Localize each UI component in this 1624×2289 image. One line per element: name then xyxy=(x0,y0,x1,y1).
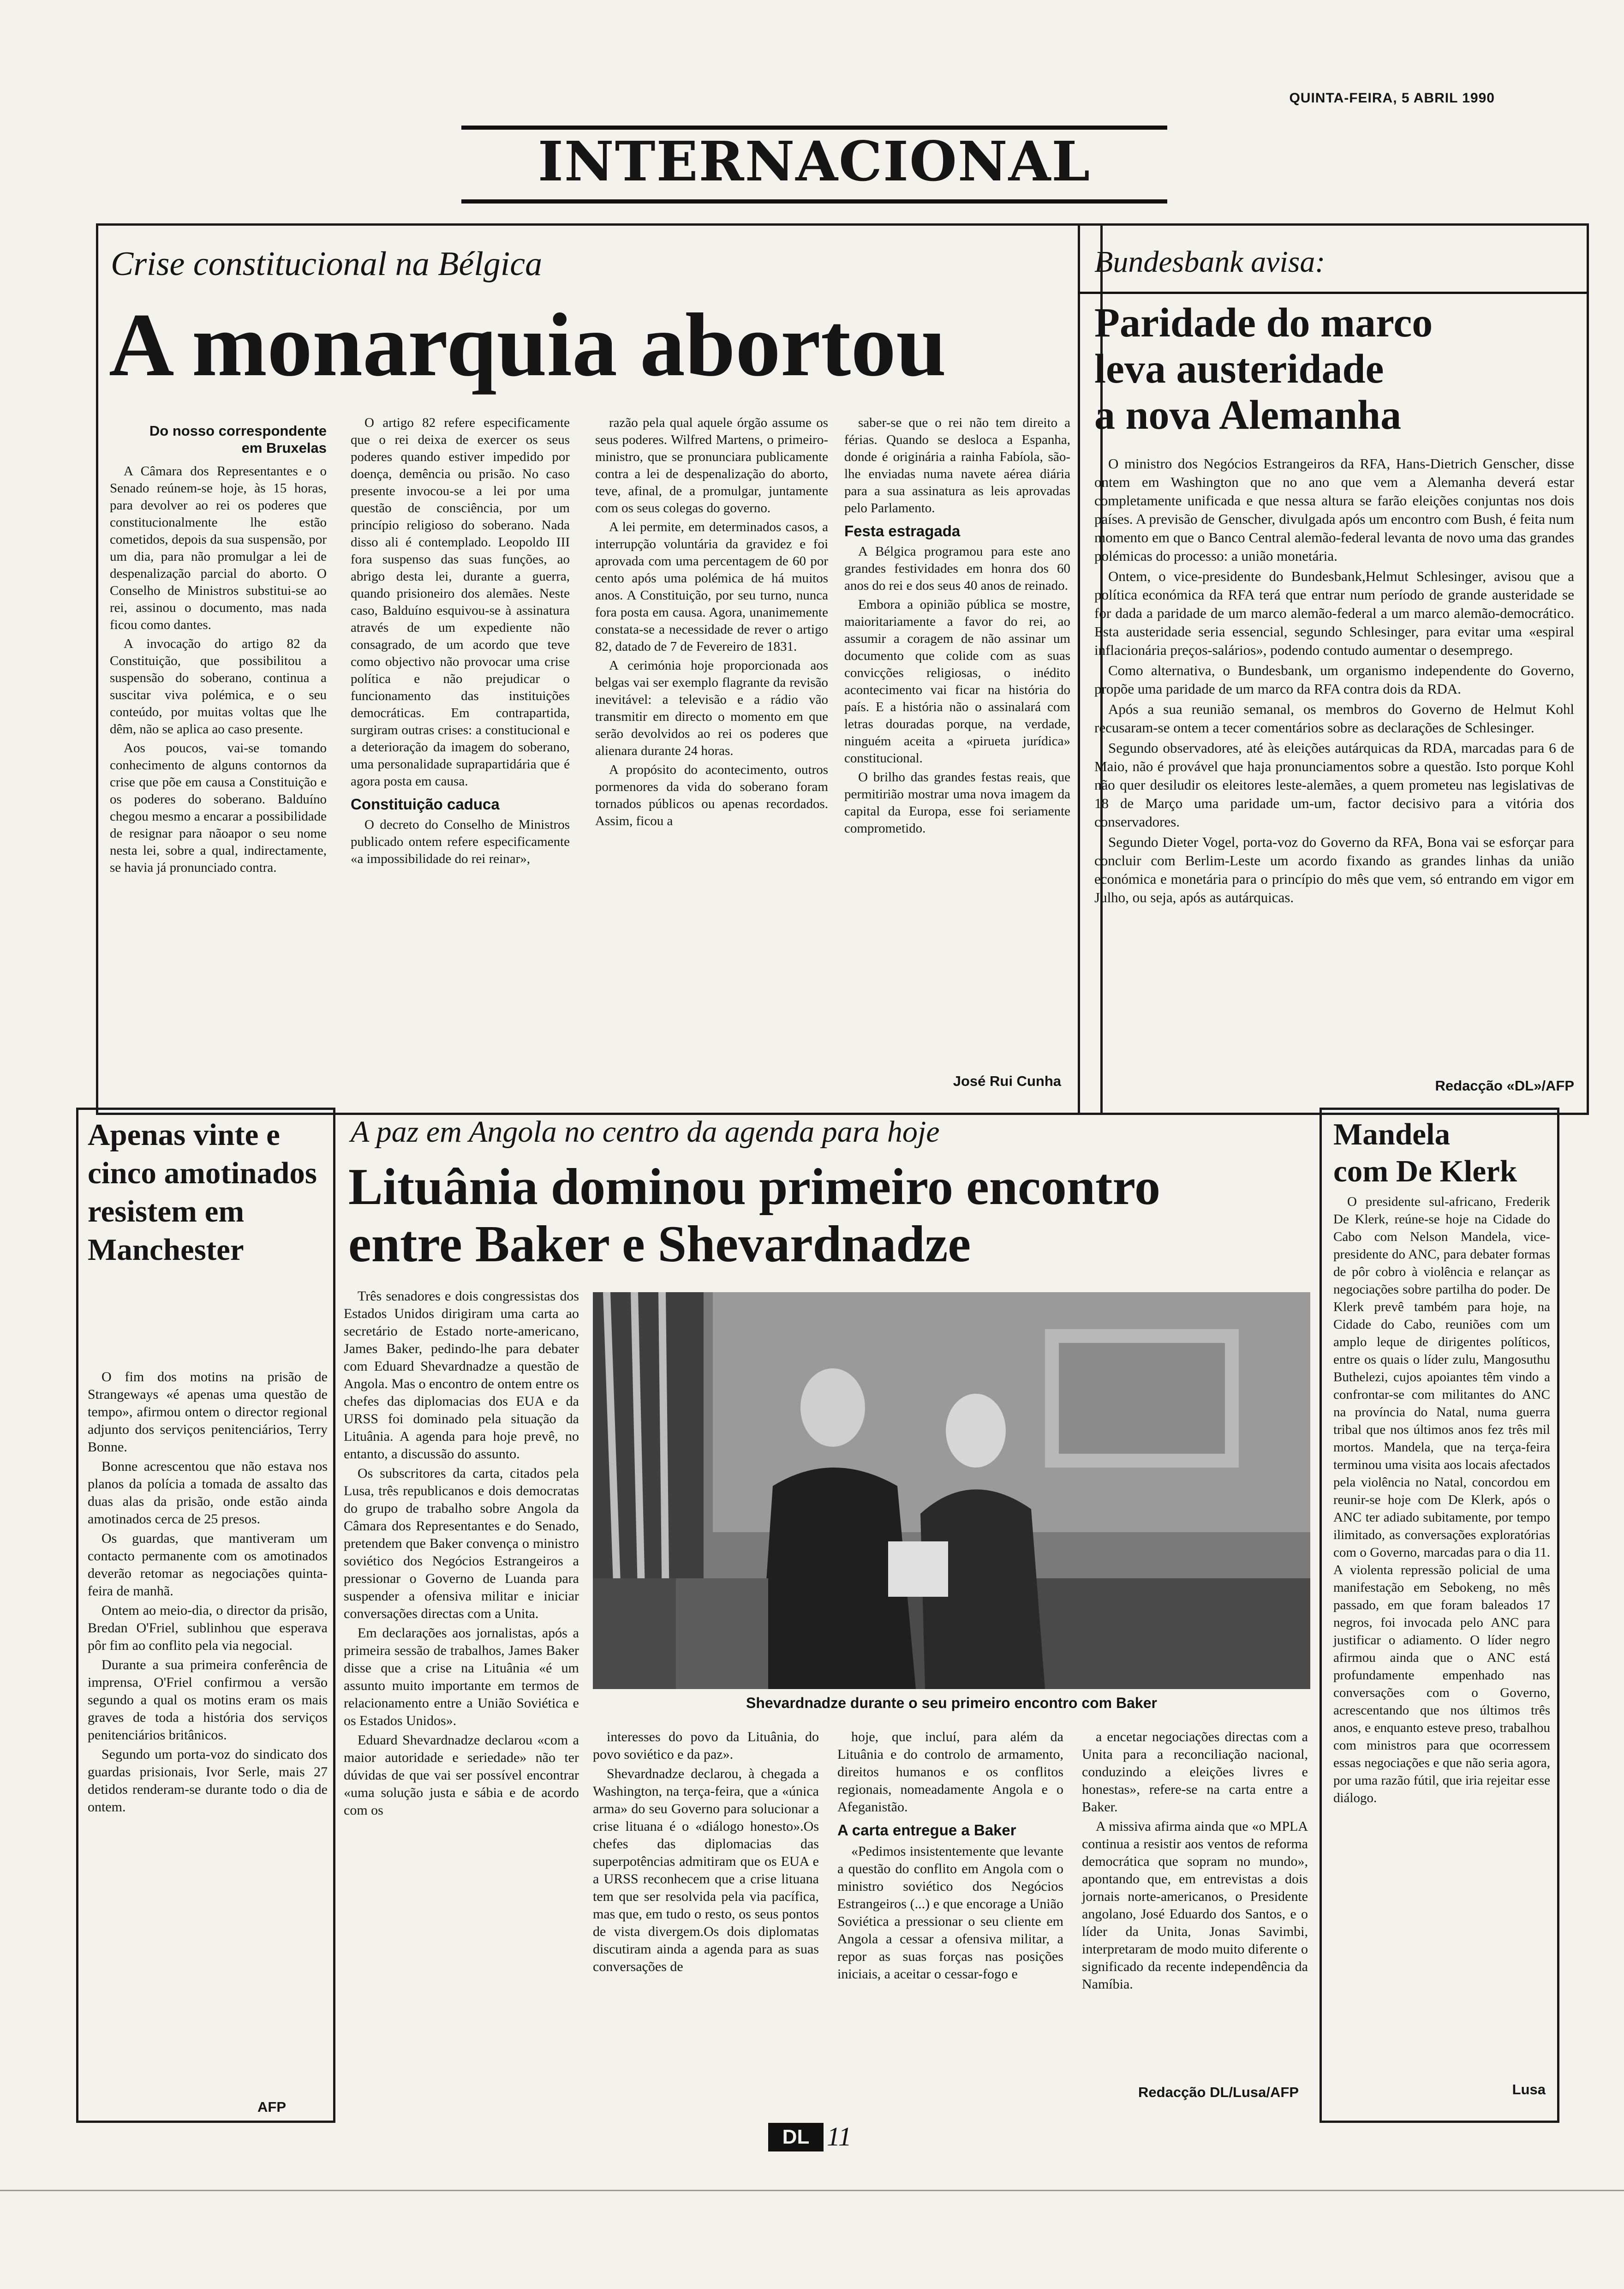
paragraph: hoje, que incluí, para além da Lituânia e do controlo de armamento, direitos humanos e os conflitos regionais, nomeadamente Angola e o Afeganistão. xyxy=(837,1729,1063,1815)
paragraph: Aos poucos, vai-se tomando conhecimento de alguns contornos da crise que põe em causa a Constituição e os poderes do soberano. Balduíno chegou mesmo a encarar a possibilidade de resignar para nãoapor o seu nome nesta lei, sobre a qual, indirectamente, se havia já pronunciado contra. xyxy=(110,741,327,875)
manchester-signature: AFP xyxy=(257,2099,286,2115)
subheading: Festa estragada xyxy=(844,522,961,539)
paragraph: Os guardas, que mantiveram um contacto permanente com os amotinados deverão retomar as negociações quinta-feira de manhã. xyxy=(88,1531,328,1599)
belgium-column-2 xyxy=(351,414,570,1107)
paragraph: Três senadores e dois congressistas dos Estados Unidos dirigiram uma carta ao secretário de Estado norte-americano, James Baker, pedindo-lhe para debater com Eduard Shevardnadze a questão de Angola. Mas o encontro de ontem entre os chefes das diplomacias dos EUA e da URSS foi dominado pela situação da Lituânia. A agenda para hoje prevê, no entanto, a discussão do assunto. xyxy=(344,1288,579,1462)
section-title: INTERNACIONAL xyxy=(537,129,1091,193)
manchester-headline: Apenas vinte e cinco amotinados resistem em Manchester xyxy=(88,1118,317,1267)
belgium-headline: A monarquia abortou xyxy=(109,295,947,395)
paragraph: Segundo um porta-voz do sindicato dos guardas prisionais, Ivor Serle, mais 27 detidos renderam-se durante todo o dia de ontem. xyxy=(88,1747,328,1815)
paragraph: O artigo 82 refere especificamente que o rei deixa de exercer os seus poderes quando estiver impedido por doença, demência ou prisão. No caso presente invocou-se a lei por uma questão de consciência, por um princípio religioso do soberano. Nada disso ali é contemplado. Leopoldo III fora suspenso das suas funções, ao abrigo desta lei, durante a guerra, quando prisioneiro dos alemães. Neste caso, Balduíno esquivou-se à assinatura através de um expediente não consagrado, de um acordo que teve como objectivo não provocar uma crise política e não prejudicar o funcionamento das instituições democráticas. Em contrapartida, surgiram outras crises: a constitucional e a deterioração da imagem do soberano, uma personalidade suprapartidária que é agora posta em causa. xyxy=(351,415,570,789)
belgium-column-3 xyxy=(595,414,828,1107)
paragraph: Segundo observadores, até às eleições autárquicas da RDA, marcadas para 6 de Maio, não é provável que haja pronunciamentos sobre a questão. Isto porque Kohl não quer desiludir os eleitores leste-alemães, a quem prometeu nas legislativas de 18 de Março uma paridade um-um, factor decisivo para a vitória dos conservadores. xyxy=(1094,740,1574,830)
bundesbank-kicker-rule xyxy=(1078,292,1589,294)
subheading: Constituição caduca xyxy=(351,796,500,813)
paragraph: Eduard Shevardnadze declarou «com a maior autoridade e seriedade» não ter dúvidas de que vai ser possível encontrar «uma solução justa e sábia e de acordo com os xyxy=(344,1732,579,1818)
lithuania-column-1 xyxy=(344,1288,579,2100)
mandela-signature: Lusa xyxy=(1512,2081,1546,2097)
lithuania-headline xyxy=(348,1158,1317,1273)
lithuania-signature: Redacção DL/Lusa/AFP xyxy=(1138,2084,1299,2100)
paragraph: razão pela qual aquele órgão assume os seus poderes. Wilfred Martens, o primeiro-ministro, que se pronunciara publicamente contra a lei de despenalização do aborto, teve, afinal, de a promulgar, juntamente com os seus colegas do governo. xyxy=(595,415,828,515)
byline-line-2: em Bruxelas xyxy=(241,440,327,456)
paragraph: Durante a sua primeira conferência de imprensa, O'Friel confirmou a versão segundo a qual os motins eram os mais graves de toda a história dos serviços penitenciários britânicos. xyxy=(88,1657,328,1743)
paragraph: A invocação do artigo 82 da Constituição, que possibilitou a suspensão do soberano, continua a suscitar viva polémica, e o seu conteúdo, por muitas voltas que lhe dêm, não se aplica ao caso presente. xyxy=(110,636,327,737)
belgium-column-4 xyxy=(844,414,1070,1107)
paragraph: A missiva afirma ainda que «o MPLA continua a resistir aos ventos de reforma democrática que sopram no mundo», apontando que, em entrevistas a dois jornais norte-americanos, o Presidente angolano, José Eduardo dos Santos, e o líder da Unita, Jonas Savimbi, interpretaram de modo muito diferente o significado da recente independência da Namíbia. xyxy=(1082,1819,1308,1992)
byline-line-1: Do nosso correspondente xyxy=(149,423,327,439)
paragraph: Bonne acrescentou que não estava nos planos da polícia a tomada de assalto das duas alas da prisão, onde estão ainda amotinados cerca de 25 presos. xyxy=(88,1459,328,1527)
headline-line: com De Klerk xyxy=(1333,1154,1517,1188)
headline-line: Lituânia dominou primeiro encontro xyxy=(348,1158,1161,1216)
paragraph: A propósito do acontecimento, outros pormenores da vida do soberano foram tornados públicos ou apenas recordados. Assim, ficou a xyxy=(595,762,828,828)
paragraph: «Pedimos insistentemente que levante a questão do conflito em Angola com o ministro soviético dos Negócios Estrangeiros (...) e que encorage a União Soviética a pressionar o seu cliente em Angola a cessar a ofensiva militar, a repor as suas forças nas posições iniciais, a aceitar o cessar-fogo e xyxy=(837,1844,1063,1982)
paragraph: a encetar negociações directas com a Unita para a reconciliação nacional, conduzindo a eleições livres e honestas», refere-se na carta entre a Baker. xyxy=(1082,1729,1308,1815)
paragraph: O presidente sul-africano, Frederik De Klerk, reúne-se hoje na Cidade do Cabo com Nelson Mandela, vice-presidente do ANC, para debater formas de pôr cobro à violência e relançar as negociações sobre partilha do poder. De Klerk prevê também para hoje, na Cidade do Cabo, reuniões com um amplo leque de dirigentes políticos, entre os quais o líder zulu, Mangosuthu Buthelezi, cujos apoiantes têm vindo a confrontar-se com militantes do ANC na província do Natal, numa guerra tribal que nos últimos anos fez três mil mortos. Mandela, que na terça-feira terminou uma visita aos locais afectados pela violência no Natal, concordou em reunir-se hoje com De Klerk, após o ANC ter adiado subitamente, por tempo ilimitado, as conversações exploratórias com o Governo, marcadas para o dia 11. A violenta repressão policial de uma manifestação em Sebokeng, no mês passado, em que foram baleados 17 negros, foi invocada pelo ANC para justificar o adiamento. O líder negro afirmou ainda que o ANC está profundamente empenhado nas conversações com o Governo, acrescentando que nos últimos três anos, e enquanto esteve preso, trabalhou com ministros para que ocorressem essas negociações e que não seria agora, por uma razão fútil, que iria rejeitar esse diálogo. xyxy=(1333,1194,1550,1805)
paragraph: Após a sua reunião semanal, os membros do Governo de Helmut Kohl recusaram-se ontem a tecer comentários sobre as declarações de Schlesinger. xyxy=(1094,701,1574,736)
paragraph: interesses do povo da Lituânia, do povo soviético e da paz». xyxy=(593,1729,819,1762)
paragraph: Segundo Dieter Vogel, porta-voz do Governo da RFA, Bona vai se esforçar para concluir com Berlim-Leste um acordo fixando as grandes linhas da união económica e monetária para o princípio do mês que vem, só entrando em vigor em Julho, ou seja, após as autárquicas. xyxy=(1094,834,1574,905)
paragraph: Embora a opinião pública se mostre, maioritariamente a favor do rei, ao assumir a coragem de não assinar um documento que colide com as suas convicções religiosas, o inédito acontecimento vai ficar na história do país. E a história não o assinalará com letras douradas porque, na verdade, ninguém aceita a «pirueta jurídica» constitucional. xyxy=(844,597,1070,766)
paragraph: A Câmara dos Representantes e o Senado reúnem-se hoje, às 15 horas, para devolver ao rei os poderes que constitucionalmente lhe estão cometidos, depois da sua suspensão, por um dia, para não promulgar a lei de despenalização parcial do aborto. O Conselho de Ministros substitui-se ao rei, assinou o documento, mas nada ficou como dantes. xyxy=(110,464,327,632)
bundesbank-kicker: Bundesbank avisa: xyxy=(1094,245,1325,279)
lithuania-kicker: A paz em Angola no centro da agenda para hoje xyxy=(351,1115,940,1149)
belgium-signature: José Rui Cunha xyxy=(953,1073,1061,1089)
bundesbank-headline xyxy=(1094,300,1574,438)
paragraph: O decreto do Conselho de Ministros publicado ontem refere especificamente «a impossibilidade do rei reinar», xyxy=(351,817,570,866)
mandela-headline xyxy=(1333,1116,1550,1190)
bottom-scan-edge xyxy=(0,2190,1624,2191)
bundesbank-body xyxy=(1094,455,1574,1073)
page-number: 11 xyxy=(827,2121,852,2151)
newspaper-logo: DL xyxy=(768,2123,824,2151)
paragraph: O ministro dos Negócios Estrangeiros da RFA, Hans-Dietrich Genscher, disse ontem em Washington que no ano que vem a Alemanha deverá estar completamente unificada e que nessa altura se farão eleições conjuntas nos dois países. A previsão de Genscher, divulgada após um encontro com Bush, é feita num momento em que o Banco Central alemão-federal levanta de novo uma das grandes polémicas do processo: a união monetária. xyxy=(1094,455,1574,564)
headline-line: entre Baker e Shevardnadze xyxy=(348,1216,971,1273)
headline-line: Mandela xyxy=(1333,1117,1451,1151)
belgium-kicker: Crise constitucional na Bélgica xyxy=(111,245,543,283)
paragraph: Como alternativa, o Bundesbank, um organismo independente do Governo, propõe uma paridade de um marco da RFA contra dois da RDA. xyxy=(1094,662,1574,697)
paragraph: O brilho das grandes festas reais, que permitirião mostrar uma nova imagem da capital da Europa, esse foi seriamente comprometido. xyxy=(844,770,1070,836)
section-rule-bottom xyxy=(461,199,1167,204)
manchester-body xyxy=(88,1368,328,2093)
bundesbank-signature: Redacção «DL»/AFP xyxy=(1435,1078,1574,1094)
photo-caption: Shevardnadze durante o seu primeiro encontro com Baker xyxy=(746,1695,1157,1711)
mandela-body xyxy=(1333,1193,1550,2079)
paragraph: Ontem, o vice-presidente do Bundesbank,Helmut Schlesinger, avisou que a política económica da RFA terá que entrar num período de grande austeridade se for dada a paridade de um marco alemão-federal a um marco alemão-democrático. Esta austeridade seria essencial, segundo Schlesinger, para evitar uma «espiral inflacionária preços-salários», podendo contudo aumentar o desemprego. xyxy=(1094,568,1574,658)
paragraph: Em declarações aos jornalistas, após a primeira sessão de trabalhos, James Baker disse que a crise na Lituânia «é um assunto muito importante em termos de relacionamento entre a União Soviética e os Estados Unidos». xyxy=(344,1625,579,1728)
paragraph: A Bélgica programou para este ano grandes festividades em honra dos 60 anos do rei e dos seus 40 anos de reinado. xyxy=(844,544,1070,593)
subheading: A carta entregue a Baker xyxy=(837,1822,1016,1839)
lithuania-column-4 xyxy=(1082,1728,1308,2079)
lithuania-column-3 xyxy=(837,1728,1063,2107)
paragraph: saber-se que o rei não tem direito a férias. Quando se desloca a Espanha, donde é originária a rainha Fabíola, são-lhe enviadas numa navete aérea diária para a sua assinatura as leis aprovadas pelo Parlamento. xyxy=(844,415,1070,515)
paragraph: Shevardnadze declarou, à chegada a Washington, na terça-feira, que a «única arma» do seu Governo para solucionar a crise lituana é o «diálogo honesto».Os chefes das diplomacias das superpotências admitiram que os EUA e a URSS reconhecem que a crise lituana tem que ser resolvida pela via pacífica, mas que, em tudo o resto, os seus pontos de vista divergem.Os dois diplomatas discutiram ainda a agenda para as suas conversações de xyxy=(593,1766,819,1974)
paragraph: Os subscritores da carta, citados pela Lusa, três republicanos e dois democratas do grupo de trabalho sobre Angola da Câmara dos Representantes e do Senado, pretendem que Baker convença o ministro soviético dos Negócios Estrangeiros a pressionar o Governo de Luanda para suspender a ofensiva militar e iniciar conversações directas com a Unita. xyxy=(344,1466,579,1621)
paragraph: A lei permite, em determinados casos, a interrupção voluntária da gravidez e foi aprovada com uma percentagem de 60 por cento após uma polémica de há muitos anos. A Constituição, por seu turno, nunca fora posta em causa. Agora, unanimemente constata-se a necessidade de rever o artigo 82, datado de 7 de Fevereiro de 1831. xyxy=(595,520,828,654)
meeting-photo xyxy=(593,1292,1310,1689)
headline-line: Paridade do marco xyxy=(1094,300,1433,346)
headline-line: leva austeridade xyxy=(1094,346,1384,392)
belgium-column-1 xyxy=(110,422,327,1105)
paragraph: A cerimónia hoje proporcionada aos belgas vai ser exemplo flagrante da revisão inevitável: a televisão e a rádio vão transmitir em directo o momento em que serão devolvidos ao rei os poderes que alienara durante 24 horas. xyxy=(595,658,828,758)
paragraph: Ontem ao meio-dia, o director da prisão, Bredan O'Friel, sublinhou que esperava pôr fim ao conflito pela via negocial. xyxy=(88,1603,328,1653)
lithuania-column-2 xyxy=(593,1728,819,2107)
meeting-photo-drawing xyxy=(593,1292,1310,1689)
issue-date: QUINTA-FEIRA, 5 ABRIL 1990 xyxy=(1289,90,1495,106)
headline-line: a nova Alemanha xyxy=(1094,392,1402,438)
paragraph: O fim dos motins na prisão de Strangeways «é apenas uma questão de tempo», afirmou ontem o director regional adjunto dos serviços penitenciários, Terry Bonne. xyxy=(88,1369,328,1455)
